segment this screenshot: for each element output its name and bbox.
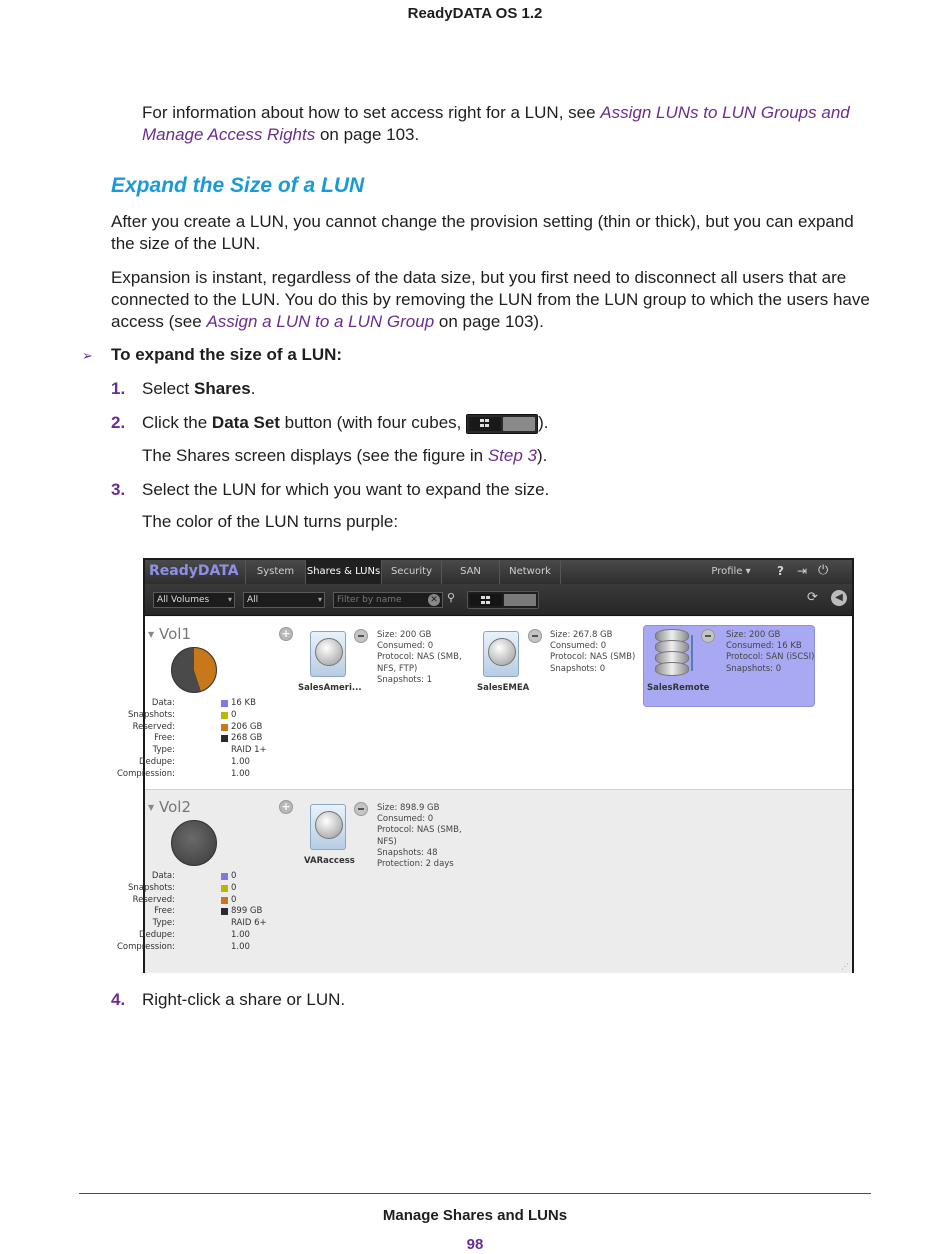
stat-label: Free:: [154, 733, 175, 744]
stat-value: 1.00: [231, 768, 250, 779]
paragraph-2-text: Expansion is instant, regardless of the data size, but you first need to disconnect all users that are connected to the LUN. You do this by removing the LUN from the LUN group to which the users have access (see: [111, 268, 870, 331]
power-icon[interactable]: ⏻: [818, 563, 829, 578]
share-info-line: Protocol: NAS (SMB,: [377, 825, 462, 836]
profile-menu[interactable]: Profile ▾: [711, 566, 751, 577]
stat-label: Snapshots:: [127, 882, 175, 893]
free-swatch: [221, 735, 228, 742]
nav-system[interactable]: System: [245, 560, 305, 584]
delete-share-button[interactable]: [354, 802, 368, 816]
lun-info-line: Size: 200 GB: [726, 630, 781, 640]
step-2-end: ).: [538, 413, 549, 432]
volume-stats: [116, 698, 283, 781]
stat-label: Dedupe:: [138, 756, 175, 767]
share-info-line: Consumed: 0: [377, 641, 434, 652]
stat-value: 1.00: [231, 756, 250, 767]
section-heading: Expand the Size of a LUN: [111, 174, 365, 197]
share-info-line: NFS, FTP): [377, 663, 418, 674]
step-2-bold: Data Set: [211, 413, 280, 432]
add-share-button[interactable]: +: [279, 627, 293, 641]
step-3-text: Select the LUN for which you want to expand the size.: [142, 480, 550, 499]
share-info-line: NFS): [377, 836, 397, 847]
step-number-1: 1.: [111, 379, 126, 398]
step-3-link[interactable]: Step 3: [487, 446, 537, 465]
stat-label: Data:: [151, 698, 175, 708]
intro-paragraph: [142, 102, 882, 146]
stat-value: RAID 1+: [231, 745, 267, 756]
footer-title: Manage Shares and LUNs: [382, 1207, 568, 1224]
view-toggle-button[interactable]: [467, 591, 539, 609]
delete-share-button[interactable]: [354, 629, 368, 643]
volume-usage-pie: [171, 647, 217, 693]
help-icon[interactable]: ?: [777, 564, 784, 578]
lun-info-line: Consumed: 16 KB: [726, 641, 802, 652]
top-nav-bar: [145, 560, 852, 584]
stat-value: 0: [231, 882, 237, 893]
stat-label: Reserved:: [132, 894, 175, 905]
free-swatch: [221, 908, 228, 915]
refresh-icon[interactable]: ⟳: [807, 590, 818, 605]
stat-label: Type:: [152, 918, 175, 929]
chevron-down-icon: ▾: [317, 595, 322, 604]
chevron-down-icon: ▾: [227, 595, 232, 604]
filter-placeholder: Filter by name: [337, 595, 402, 605]
page-number: 98: [466, 1236, 484, 1253]
step-2-note: [142, 445, 547, 467]
collapse-icon[interactable]: ◀: [831, 590, 847, 606]
reserved-swatch: [221, 724, 228, 731]
lun-icon[interactable]: [651, 629, 695, 677]
stat-value: RAID 6+: [231, 918, 267, 929]
share-info-line: Protection: 2 days: [377, 859, 454, 870]
stat-label: Compression:: [116, 768, 175, 779]
footer-divider: [79, 1193, 871, 1194]
share-info-line: Snapshots: 48: [377, 847, 438, 858]
procedure-bullet-icon: ➢: [82, 348, 93, 363]
reserved-swatch: [221, 897, 228, 904]
stat-label: Compression:: [116, 941, 175, 952]
stat-label: Type:: [152, 745, 175, 756]
delete-share-button[interactable]: [528, 629, 542, 643]
stat-value: 0: [231, 709, 237, 720]
volume-stats: [116, 871, 283, 954]
share-icon[interactable]: [310, 631, 346, 677]
paragraph-2: [111, 267, 871, 333]
share-icon[interactable]: [310, 804, 346, 850]
share-info-line: Size: 267.8 GB: [550, 630, 613, 640]
step-3-note: The color of the LUN turns purple:: [142, 512, 399, 531]
logout-icon[interactable]: ⇥: [797, 564, 808, 578]
volume-select-value: All Volumes: [157, 595, 210, 605]
intro-text-after: on page 103.: [315, 125, 420, 144]
paragraph-2-text-after: on page 103).: [434, 312, 544, 331]
nav-san[interactable]: SAN: [441, 560, 499, 584]
share-info-line: Size: 898.9 GB: [377, 803, 440, 813]
share-info: [377, 803, 462, 870]
share-name[interactable]: SalesEMEA: [477, 683, 530, 693]
volume-panel-vol1[interactable]: [116, 617, 852, 789]
nav-security[interactable]: Security: [381, 560, 441, 584]
share-info-line: Snapshots: 1: [377, 674, 433, 685]
data-swatch: [221, 700, 228, 707]
stat-value: 899 GB: [231, 906, 263, 917]
paragraph-2-link[interactable]: Assign a LUN to a LUN Group: [206, 312, 435, 331]
shares-screenshot: [116, 558, 854, 973]
step-1-bold: Shares: [193, 379, 251, 398]
share-info: [550, 630, 635, 675]
lun-info: [726, 630, 814, 675]
readydata-logo: ReadyDATA: [149, 563, 239, 579]
step-4-text: Right-click a share or LUN.: [142, 990, 346, 1009]
step-number-4: 4.: [111, 990, 126, 1009]
volume-name: Vol1: [159, 625, 191, 643]
share-info-line: Consumed: 0: [550, 641, 607, 652]
stat-label: Free:: [154, 906, 175, 917]
step-1-end: .: [250, 379, 256, 398]
step-2-text: Click the: [142, 413, 212, 432]
stat-value: 1.00: [231, 941, 250, 952]
stat-value: 268 GB: [231, 733, 263, 744]
intro-text: For information about how to set access right for a LUN, see: [142, 103, 601, 122]
stat-value: 16 KB: [231, 698, 256, 708]
volume-panel-vol2[interactable]: [116, 789, 852, 973]
stat-value: 0: [231, 871, 237, 881]
stat-value: 1.00: [231, 929, 250, 940]
search-icon[interactable]: ⚲: [447, 591, 456, 604]
share-info-line: Size: 200 GB: [377, 630, 432, 640]
running-header: ReadyDATA OS 1.2: [407, 5, 543, 22]
volume-select[interactable]: [153, 592, 235, 608]
lun-name[interactable]: SalesRemote: [647, 683, 710, 693]
filter-toolbar: [145, 584, 852, 616]
volume-usage-pie: [171, 820, 217, 866]
procedure-title: To expand the size of a LUN:: [111, 345, 343, 364]
type-select-value: All: [247, 595, 259, 605]
share-info: [377, 630, 462, 686]
step-2-note-text: The Shares screen displays (see the figure in: [142, 446, 488, 465]
step-1: [142, 378, 255, 400]
share-info-line: Protocol: NAS (SMB): [550, 652, 636, 663]
lun-info-line: Snapshots: 0: [726, 663, 782, 674]
data-swatch: [221, 873, 228, 880]
stat-label: Dedupe:: [138, 929, 175, 940]
step-1-text: Select: [142, 379, 194, 398]
share-name[interactable]: VARaccess: [304, 856, 355, 866]
type-select[interactable]: [243, 592, 325, 608]
add-share-button[interactable]: +: [279, 800, 293, 814]
stat-value: 0: [231, 894, 237, 905]
step-2-text-after: button (with four cubes,: [279, 413, 467, 432]
expand-arrow-icon[interactable]: ▼: [148, 630, 155, 639]
stat-label: Reserved:: [132, 721, 175, 732]
nav-shares-luns[interactable]: Shares & LUNs: [305, 560, 381, 584]
stat-label: Data:: [151, 871, 175, 881]
stat-value: 206 GB: [231, 721, 263, 732]
share-name[interactable]: SalesAmeri...: [298, 683, 362, 693]
clear-icon[interactable]: ✕: [428, 594, 440, 606]
volume-name: Vol2: [159, 798, 191, 816]
step-number-3: 3.: [111, 480, 126, 499]
delete-lun-button[interactable]: [701, 629, 715, 643]
stat-label: Snapshots:: [127, 709, 175, 720]
step-2: [142, 412, 549, 434]
lun-info-line: Protocol: SAN (iSCSI): [726, 652, 815, 663]
snapshots-swatch: [221, 712, 228, 719]
resize-grip-icon[interactable]: ⋰: [841, 962, 849, 971]
data-set-button-icon: [466, 414, 538, 434]
paragraph-1: After you create a LUN, you cannot change the provision setting (thin or thick), but you can expand the size of the LUN.: [111, 212, 854, 253]
filter-input[interactable]: [333, 592, 443, 608]
share-info-line: Protocol: NAS (SMB,: [377, 652, 462, 663]
share-info-line: Snapshots: 0: [550, 663, 606, 674]
step-number-2: 2.: [111, 413, 126, 432]
expand-arrow-icon[interactable]: ▼: [148, 803, 155, 812]
share-info-line: Consumed: 0: [377, 814, 434, 825]
step-2-note-end: ).: [537, 446, 548, 465]
intro-link[interactable]: Assign LUNs to LUN Groups and Manage Access Rights: [142, 103, 850, 144]
snapshots-swatch: [221, 885, 228, 892]
share-icon[interactable]: [483, 631, 519, 677]
nav-network[interactable]: Network: [499, 560, 561, 584]
